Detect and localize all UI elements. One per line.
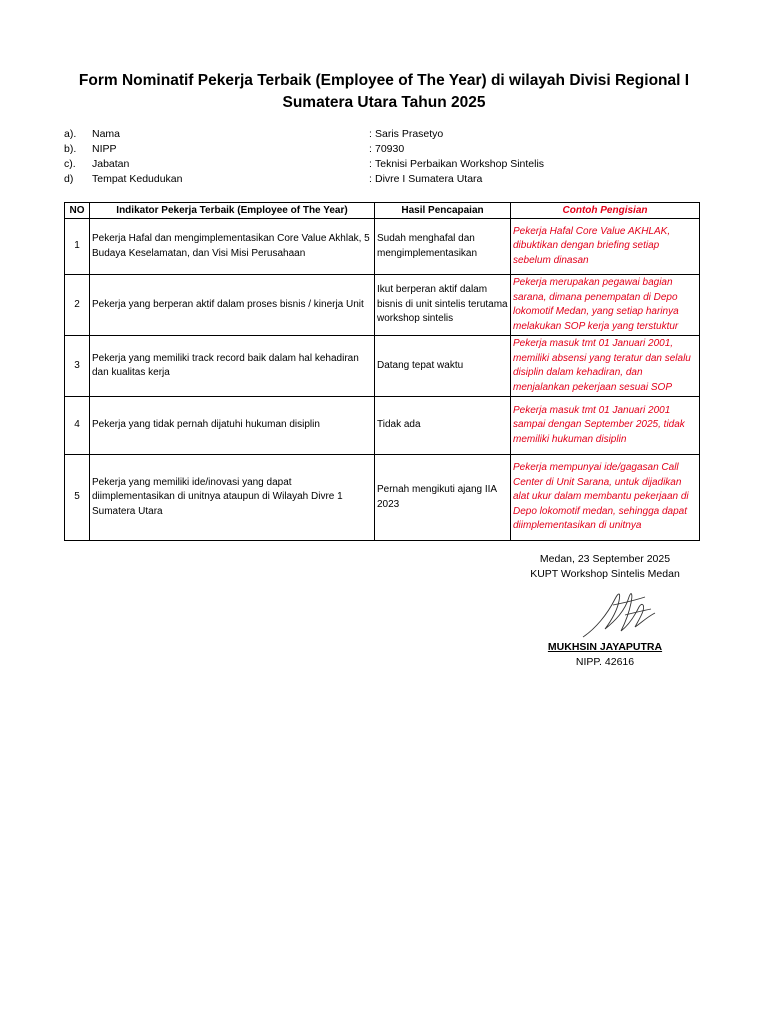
table-row — [65, 275, 700, 336]
row-indikator: Pekerja Hafal dan mengimplementasikan Core Value Akhlak, 5 Budaya Keselamatan, dan Visi Misi Perusahaan — [90, 219, 375, 275]
info-separator: : — [369, 173, 372, 185]
table-row — [65, 219, 700, 275]
info-value: 70930 — [375, 143, 405, 155]
employee-info — [64, 128, 704, 188]
info-label: Jabatan — [92, 158, 130, 170]
info-value: Saris Prasetyo — [375, 128, 444, 140]
row-no: 4 — [65, 397, 90, 455]
info-code: b). — [64, 143, 77, 155]
header-contoh: Contoh Pengisian — [511, 203, 700, 219]
form-title: Form Nominatif Pekerja Terbaik (Employee of The Year) di wilayah Divisi Regional I Sumatera Utara Tahun 2025 — [78, 72, 690, 111]
info-value: Divre I Sumatera Utara — [375, 173, 483, 185]
info-label: Nama — [92, 128, 121, 140]
info-row-jabatan — [64, 158, 704, 173]
signer-nipp: NIPP. 42616 — [575, 656, 635, 668]
table-row — [65, 455, 700, 541]
row-indikator: Pekerja yang memiliki track record baik dalam hal kehadiran dan kualitas kerja — [90, 336, 375, 397]
header-hasil: Hasil Pencapaian — [375, 203, 511, 219]
info-separator: : — [369, 128, 372, 140]
row-no: 3 — [65, 336, 90, 397]
row-indikator: Pekerja yang tidak pernah dijatuhi hukuman disiplin — [90, 397, 375, 455]
indicator-table — [64, 202, 700, 541]
info-label: NIPP — [92, 143, 117, 155]
row-indikator: Pekerja yang berperan aktif dalam proses bisnis / kinerja Unit — [90, 275, 375, 336]
row-no: 2 — [65, 275, 90, 336]
table-header-row — [65, 203, 700, 219]
info-separator: : — [369, 143, 372, 155]
row-contoh: Pekerja masuk tmt 01 Januari 2001, memiliki absensi yang teratur dan selalu disiplin dalam kehadiran, dan menjalankan pekerjaan sesuai SOP — [511, 336, 700, 397]
info-code: c). — [64, 158, 76, 170]
row-hasil: Pernah mengikuti ajang IIA 2023 — [375, 455, 511, 541]
place-date: Medan, 23 September 2025 — [539, 553, 671, 565]
info-code: d) — [64, 173, 74, 185]
signer-role: KUPT Workshop Sintelis Medan — [530, 568, 680, 580]
info-label: Tempat Kedudukan — [92, 173, 183, 185]
info-row-nama — [64, 128, 704, 143]
handwritten-signature — [575, 585, 665, 645]
row-indikator: Pekerja yang memiliki ide/inovasi yang dapat diimplementasikan di unitnya ataupun di Wilayah Divre 1 Sumatera Utara — [90, 455, 375, 541]
signature-block — [520, 552, 690, 582]
row-hasil: Ikut berperan aktif dalam bisnis di unit sintelis terutama workshop sintelis — [375, 275, 511, 336]
signer-name: MUKHSIN JAYAPUTRA — [547, 641, 663, 653]
row-no: 1 — [65, 219, 90, 275]
row-hasil: Datang tepat waktu — [375, 336, 511, 397]
info-value: Teknisi Perbaikan Workshop Sintelis — [375, 158, 545, 170]
header-no: NO — [65, 203, 90, 219]
row-contoh: Pekerja Hafal Core Value AKHLAK, dibuktikan dengan briefing setiap sebelum dinasan — [511, 219, 700, 275]
info-code: a). — [64, 128, 77, 140]
header-indikator: Indikator Pekerja Terbaik (Employee of The Year) — [90, 203, 375, 219]
row-hasil: Sudah menghafal dan mengimplementasikan — [375, 219, 511, 275]
row-contoh: Pekerja mempunyai ide/gagasan Call Center di Unit Sarana, untuk dijadikan alat ukur dalam membantu pekerjaan di Depo lokomotif medan, sehingga dapat diimplementasikan di unitnya — [511, 455, 700, 541]
table-row — [65, 397, 700, 455]
row-no: 5 — [65, 455, 90, 541]
row-contoh: Pekerja merupakan pegawai bagian sarana, dimana penempatan di Depo lokomotif Medan, yang setiap harinya melakukan SOP kerja yang terstuktur — [511, 275, 700, 336]
row-contoh: Pekerja masuk tmt 01 Januari 2001 sampai dengan September 2025, tidak memiliki hukuman disiplin — [511, 397, 700, 455]
row-hasil: Tidak ada — [375, 397, 511, 455]
table-row — [65, 336, 700, 397]
info-row-nipp — [64, 143, 704, 158]
info-separator: : — [369, 158, 372, 170]
info-row-tempat-kedudukan — [64, 173, 704, 188]
